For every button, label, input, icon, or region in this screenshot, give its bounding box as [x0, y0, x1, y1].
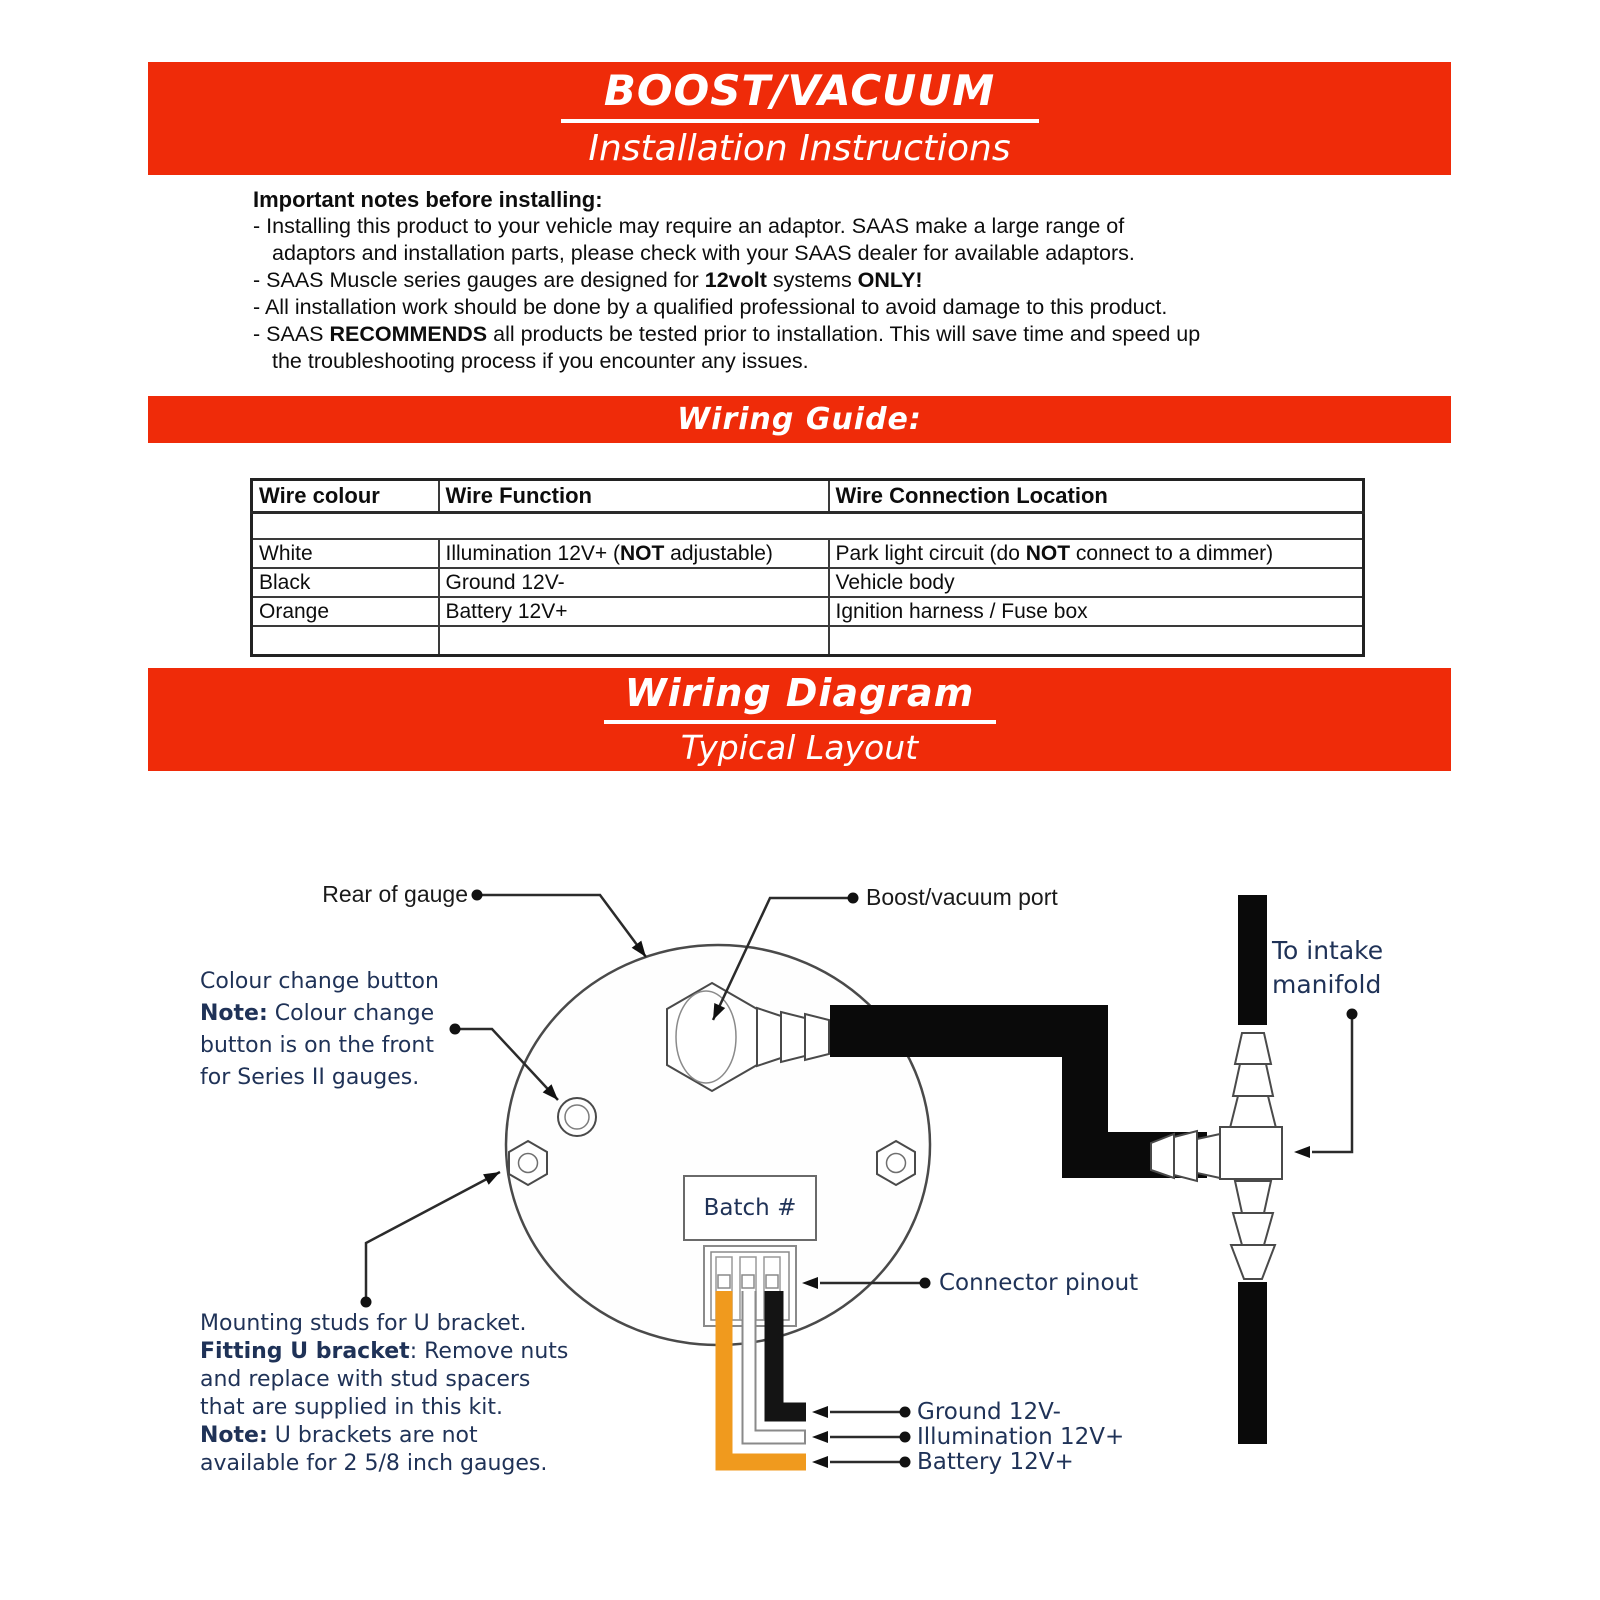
wiring-diagram-title: Wiring Diagram: [624, 670, 975, 715]
intake-tube-bottom: [1238, 1282, 1267, 1444]
diagram-title-divider: [604, 720, 996, 724]
col-header-wire-connection: Wire Connection Location: [829, 480, 1364, 513]
tee-barb-top: [1230, 1096, 1276, 1128]
tee-barb-bottom: [1231, 1245, 1275, 1279]
mounting-studs-note: Mounting studs for U bracket. Fitting U bracket: Remove nuts and replace with stud spacers that are supplied in this kit. Note: U brackets are not available for 2 5/8 inch gauges.: [200, 1311, 569, 1476]
battery-wire-label: Battery 12V+: [917, 1449, 1074, 1475]
main-title-banner: [148, 62, 1451, 175]
port-barb-fitting: [757, 1008, 781, 1066]
tee-barb-bottom: [1235, 1181, 1271, 1213]
cell-wire-function: Ground 12V-: [439, 568, 829, 597]
connector-pin: [766, 1275, 778, 1288]
rear-of-gauge-leader: [477, 895, 646, 957]
tee-barb-left: [1174, 1131, 1197, 1181]
leader-dot: [848, 893, 859, 904]
arrowhead: [812, 1406, 828, 1418]
illumination-wire-label: Illumination 12V+: [917, 1424, 1125, 1450]
table-header-row: [252, 480, 1364, 513]
wiring-guide-banner: [148, 396, 1451, 443]
tee-connector-body: [1220, 1127, 1282, 1179]
intake-tube-top: [1238, 895, 1267, 1025]
leader-dot: [472, 890, 483, 901]
leader-dot: [361, 1297, 372, 1308]
boost-vacuum-port-label: Boost/vacuum port: [866, 884, 1058, 910]
tee-barb-top: [1235, 1033, 1271, 1064]
cell-wire-colour: Black: [252, 568, 439, 597]
page-subtitle: Installation Instructions: [588, 128, 1011, 170]
cell-wire-connection: Ignition harness / Fuse box: [829, 597, 1364, 626]
note-line: - Installing this product to your vehicle may require an adaptor. SAAS make a large range of: [253, 214, 1125, 238]
arrowhead: [632, 941, 646, 957]
arrowhead: [1294, 1146, 1310, 1158]
arrowhead: [812, 1431, 828, 1443]
leader-dot: [900, 1432, 911, 1443]
colour-change-button: [558, 1098, 596, 1136]
cell-wire-function: Illumination 12V+ (NOT adjustable): [439, 539, 829, 568]
to-intake-manifold-label: To intake manifold: [1272, 936, 1384, 999]
tee-barb-bottom: [1233, 1213, 1273, 1245]
arrowhead: [812, 1456, 828, 1468]
note-line: adaptors and installation parts, please check with your SAAS dealer for available adaptors.: [272, 241, 1135, 265]
important-notes-section: [253, 186, 1363, 375]
wiring-diagram-banner: [148, 668, 1451, 771]
arrowhead: [483, 1172, 500, 1185]
port-barb-fitting: [781, 1012, 805, 1062]
table-spacer-row: [252, 513, 1364, 540]
mounting-stud-right: [877, 1141, 915, 1185]
leader-dot: [900, 1407, 911, 1418]
note-line: - All installation work should be done by a qualified professional to avoid damage to this product.: [253, 295, 1168, 319]
col-header-wire-colour: Wire colour: [252, 480, 439, 513]
nylon-tube-label: NYLON TUBE: [36, 9, 242, 43]
col-header-wire-function: Wire Function: [439, 480, 829, 513]
cell-wire-connection: Vehicle body: [829, 568, 1364, 597]
cell-wire-connection: Park light circuit (do NOT connect to a dimmer): [829, 539, 1364, 568]
cell-wire-colour: White: [252, 539, 439, 568]
tee-barb-top: [1233, 1064, 1273, 1096]
leader-dot: [450, 1024, 461, 1035]
batch-number-label: Batch #: [703, 1195, 797, 1221]
tee-barb-left: [1151, 1134, 1174, 1178]
cell-wire-function: Battery 12V+: [439, 597, 829, 626]
leader-dot: [1347, 1009, 1358, 1020]
table-empty-row: [252, 626, 1364, 656]
tee-barb-left: [1197, 1134, 1220, 1178]
connector-pinout-label: Connector pinout: [939, 1270, 1139, 1296]
note-line: the troubleshooting process if you encounter any issues.: [272, 349, 809, 373]
page-title: BOOST/VACUUM: [603, 66, 996, 116]
mounting-studs-leader: [366, 1172, 500, 1302]
title-divider: [561, 119, 1039, 123]
leader-dot: [900, 1457, 911, 1468]
wiring-diagram-subtitle: Typical Layout: [680, 727, 919, 767]
wiring-guide-table: [250, 478, 1365, 657]
leader-dot: [920, 1278, 931, 1289]
connector-pin: [718, 1275, 730, 1288]
ground-wire-label: Ground 12V-: [917, 1399, 1061, 1425]
connector-pin: [742, 1275, 754, 1288]
table-row: [252, 568, 1364, 597]
note-line: - SAAS RECOMMENDS all products be tested prior to installation. This will save time and speed up: [253, 322, 1201, 346]
intake-manifold-leader: [1312, 1014, 1352, 1152]
colour-change-note: Colour change button Note: Colour change button is on the front for Series II gauges.: [200, 969, 439, 1090]
table-row: [252, 597, 1364, 626]
note-line: - SAAS Muscle series gauges are designed for 12volt systems ONLY!: [253, 268, 923, 292]
wiring-guide-title: Wiring Guide:: [677, 401, 922, 437]
port-barb-fitting: [805, 1014, 829, 1060]
mounting-stud-left: [509, 1141, 547, 1185]
rear-of-gauge-label: Rear of gauge: [322, 881, 468, 907]
cell-wire-colour: Orange: [252, 597, 439, 626]
notes-heading: Important notes before installing:: [253, 187, 603, 212]
table-row: [252, 539, 1364, 568]
